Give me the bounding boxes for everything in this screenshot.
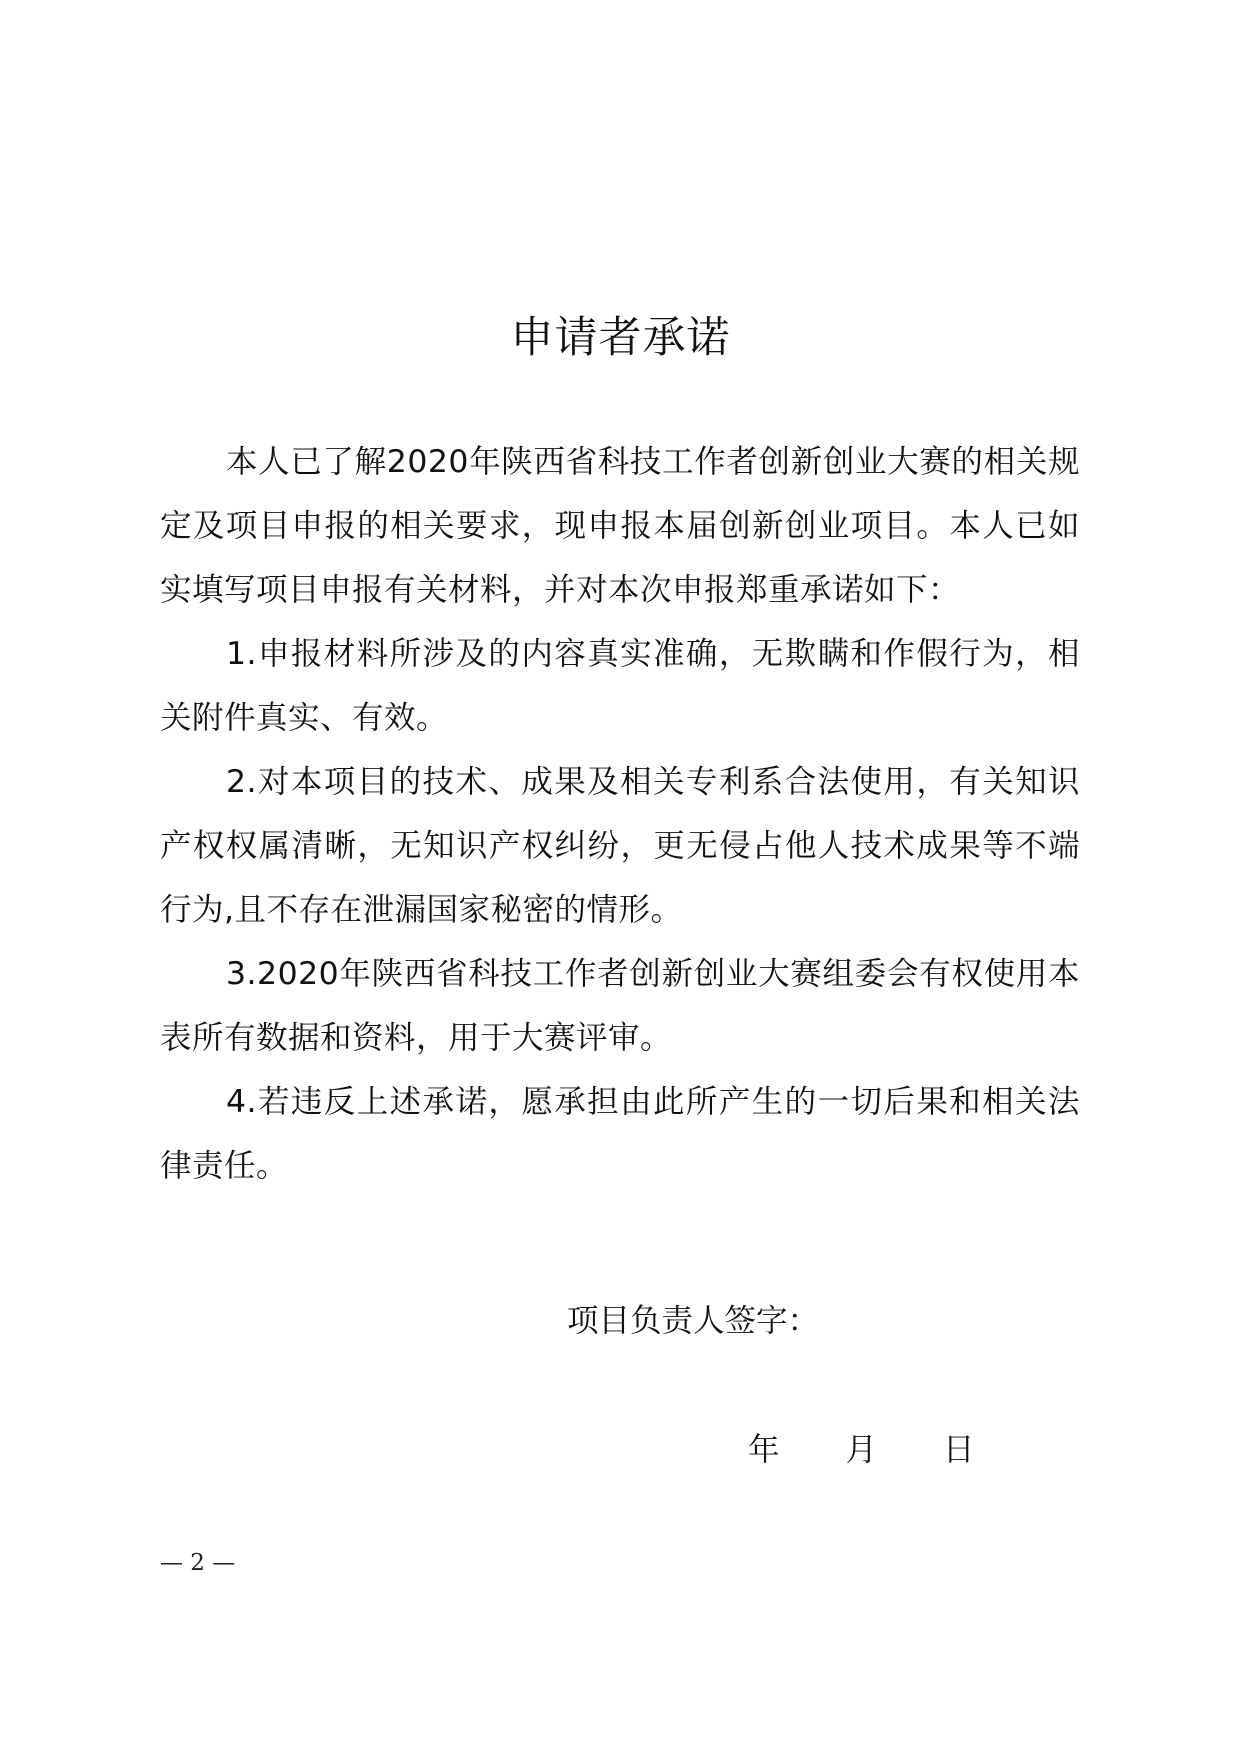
commitment-body [160,430,1080,1198]
signature-label: 项目负责人签字： [567,1303,820,1339]
date-line [748,1426,975,1474]
commitment-item-4: 4.若违反上述承诺，愿承担由此所产生的一切后果和相关法律责任。 [160,1084,1080,1184]
commitment-item-1: 1.申报材料所涉及的内容真实准确，无欺瞒和作假行为，相关附件真实、有效。 [160,636,1080,736]
intro-paragraph: 本人已了解2020年陕西省科技工作者创新创业大赛的相关规定及项目申报的相关要求，现申报本届创新创业项目。本人已如实填写项目申报有关材料，并对本次申报郑重承诺如下： [160,444,1080,608]
document-title: 申请者承诺 [510,313,731,363]
date-month-label: 月 [845,1432,878,1468]
date-year-label: 年 [748,1432,780,1468]
commitment-item-3: 3.2020年陕西省科技工作者创新创业大赛组委会有权使用本表所有数据和资料，用于大赛评审。 [160,956,1080,1056]
page-number: — 2 — [160,1550,236,1576]
commitment-item-2: 2.对本项目的技术、成果及相关专利系合法使用，有关知识产权权属清晰，无知识产权纠纷，更无侵占他人技术成果等不端行为,且不存在泄漏国家秘密的情形。 [160,764,1080,928]
date-day-label: 日 [943,1432,975,1468]
